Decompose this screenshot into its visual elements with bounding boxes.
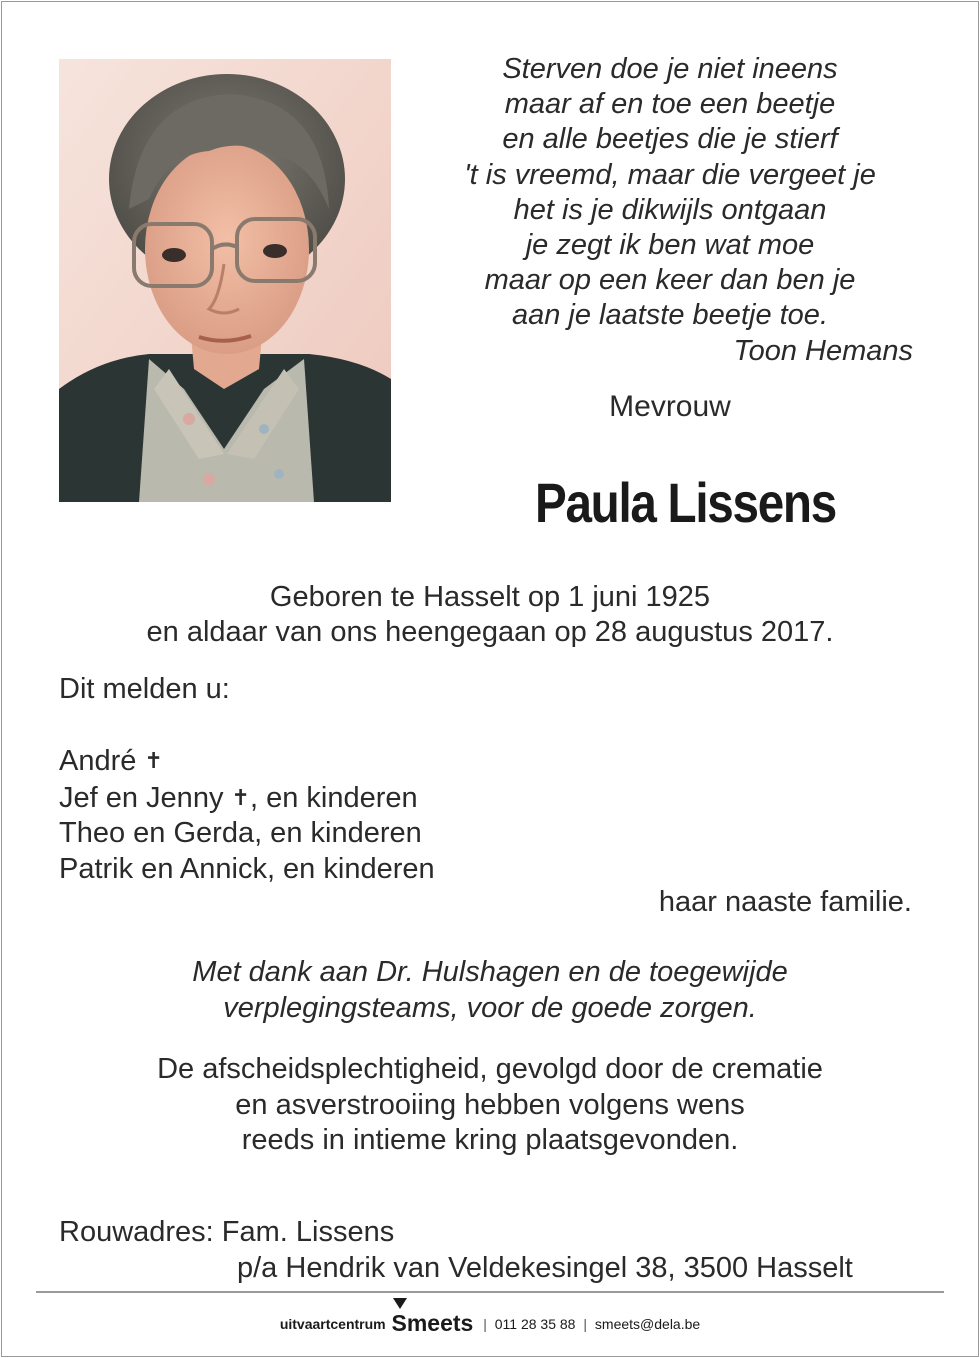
family-member bbox=[59, 780, 435, 817]
poem-line: 't is vreemd, maar die vergeet je bbox=[464, 158, 876, 191]
honorific: Mevrouw bbox=[609, 390, 731, 423]
ceremony-note bbox=[40, 1052, 940, 1159]
funeral-home-footer bbox=[0, 1310, 980, 1337]
footer-email: smeets@dela.be bbox=[594, 1316, 701, 1332]
footer-prefix: uitvaartcentrum bbox=[279, 1316, 386, 1332]
poem-line: je zegt ik ben wat moe bbox=[525, 229, 815, 262]
poem-line: Sterven doe je niet ineens bbox=[502, 53, 838, 85]
footer-phone: 011 28 35 88 bbox=[494, 1316, 576, 1332]
footer-separator: | bbox=[583, 1316, 588, 1332]
family-member-suffix: , en kinderen bbox=[249, 781, 418, 814]
family-list bbox=[59, 743, 435, 887]
poem-line: en alle beetjes die je stierf bbox=[502, 123, 838, 156]
ceremony-line: reeds in intieme kring plaatsgevonden. bbox=[241, 1124, 739, 1156]
footer-brand: Smeets bbox=[391, 1310, 474, 1336]
footer-separator: | bbox=[483, 1316, 487, 1332]
thanks-line: verplegingsteams, voor de goede zorgen. bbox=[223, 991, 757, 1024]
address-line: p/a Hendrik van Veldekesingel 38, 3500 Hasselt bbox=[237, 1252, 853, 1284]
thanks-note bbox=[40, 955, 940, 1026]
poem-line: maar op een keer dan ben je bbox=[484, 264, 856, 297]
family-closing: haar naaste familie. bbox=[658, 886, 912, 918]
cross-icon: ✝ bbox=[231, 784, 250, 810]
address-label: Rouwadres: Fam. Lissens bbox=[59, 1216, 395, 1248]
birth-death-info bbox=[40, 580, 940, 650]
ceremony-line: en asverstrooiing hebben volgens wens bbox=[235, 1088, 745, 1121]
thanks-line: Met dank aan Dr. Hulshagen en de toegewijde bbox=[192, 956, 788, 988]
family-member-name: André bbox=[59, 745, 137, 777]
family-member bbox=[59, 743, 435, 780]
portrait-photo bbox=[59, 59, 391, 502]
poem-line: het is je dikwijls ontgaan bbox=[513, 193, 827, 226]
poem-line: aan je laatste beetje toe. bbox=[511, 299, 828, 332]
death-line: en aldaar van ons heengegaan op 28 augustus 2017. bbox=[146, 616, 834, 648]
deceased-name: Paula Lissens bbox=[534, 471, 836, 534]
family-member: Patrik en Annick, en kinderen bbox=[59, 852, 435, 885]
poem-line: maar af en toe een beetje bbox=[504, 88, 836, 121]
birth-line: Geboren te Hasselt op 1 juni 1925 bbox=[269, 581, 711, 613]
family-member-name: Jef en Jenny bbox=[59, 781, 224, 814]
footer-divider bbox=[36, 1291, 944, 1293]
family-member: Theo en Gerda, en kinderen bbox=[59, 817, 422, 849]
announce-heading: Dit melden u: bbox=[59, 673, 230, 705]
ceremony-line: De afscheidsplechtigheid, gevolgd door de crematie bbox=[157, 1053, 823, 1085]
cross-icon: ✝ bbox=[144, 748, 163, 773]
memorial-poem bbox=[425, 52, 915, 369]
triangle-marker-icon bbox=[393, 1298, 407, 1309]
poem-author: Toon Hemans bbox=[733, 334, 913, 367]
